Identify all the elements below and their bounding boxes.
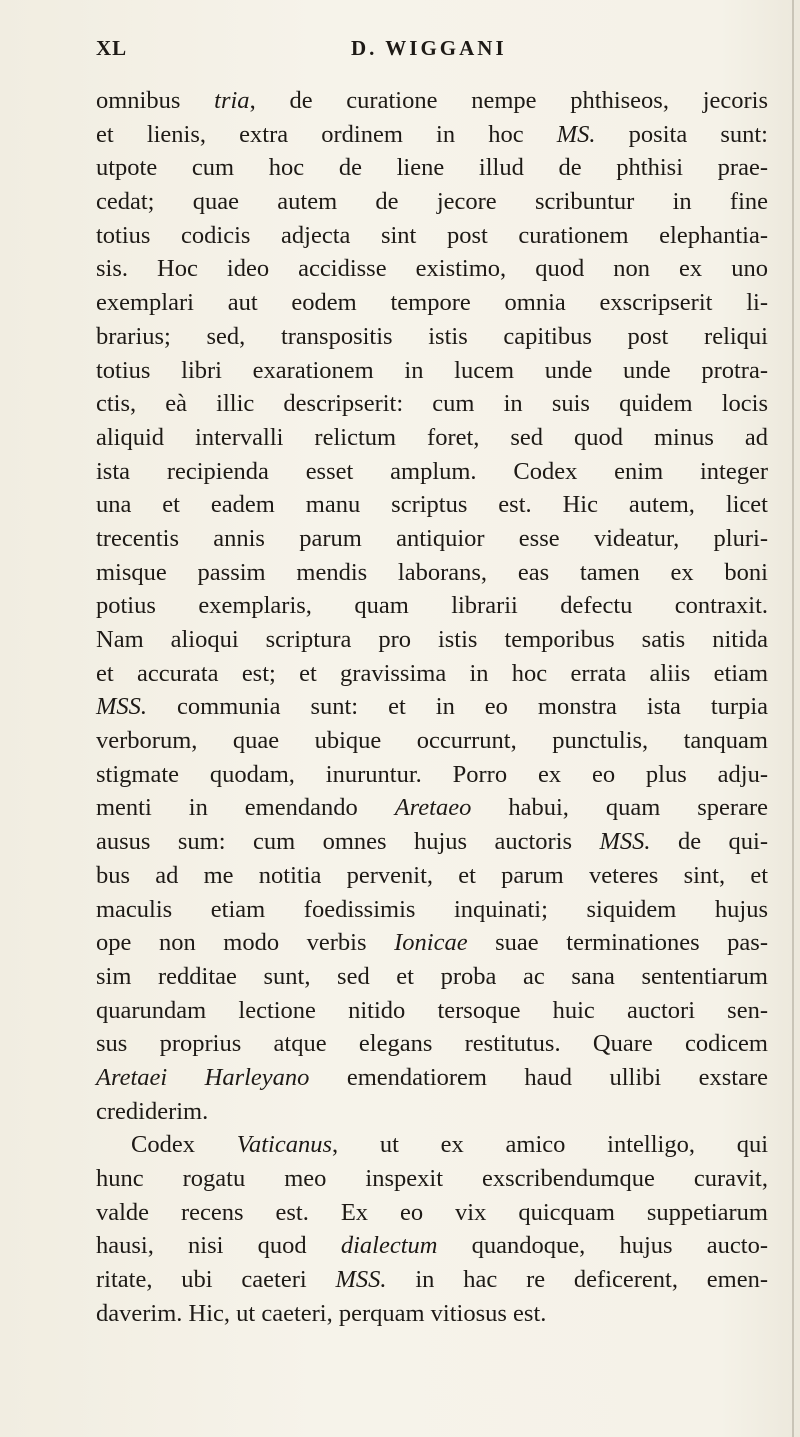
text-segment: stigmate quodam, inuruntur. Porro ex eo plus adju- xyxy=(96,760,768,788)
text-segment: ausus sum: cum omnes hujus auctoris xyxy=(96,828,600,856)
text-line xyxy=(96,151,768,185)
text-segment: emendatiorem haud ullibi exstare xyxy=(309,1063,768,1091)
text-segment: ista recipienda esset amplum. Codex enim integer xyxy=(96,457,768,485)
text-segment: potius exemplaris, quam librarii defectu contraxit. xyxy=(96,592,768,620)
text-segment: misque passim mendis laborans, eas tamen ex boni xyxy=(96,558,768,586)
text-segment: de qui- xyxy=(650,828,769,856)
text-segment: omnibus xyxy=(96,87,215,114)
text-line xyxy=(96,791,768,825)
text-line xyxy=(96,1162,768,1196)
text-line xyxy=(96,320,768,354)
text-line xyxy=(96,724,768,758)
text-segment: menti in emendando xyxy=(96,794,395,822)
text-segment: et lienis, extra ordinem in hoc xyxy=(96,120,557,148)
italic-text: Aretaei Harleyano xyxy=(96,1063,310,1091)
text-segment: et accurata est; et gravissima in hoc errata aliis etiam xyxy=(96,659,768,687)
text-line xyxy=(96,589,768,623)
text-line xyxy=(96,455,768,489)
text-line xyxy=(96,84,768,118)
page-header xyxy=(96,36,736,66)
text-line xyxy=(96,185,768,219)
text-line xyxy=(96,960,768,994)
text-line xyxy=(96,387,768,421)
text-line xyxy=(96,1027,768,1061)
page-number: XL xyxy=(96,36,128,60)
text-line xyxy=(96,1095,768,1129)
text-line xyxy=(96,556,768,590)
italic-text: tria xyxy=(214,87,250,114)
text-segment: hausi, nisi quod xyxy=(96,1232,341,1260)
text-segment: sus proprius atque elegans restitutus. Quare codicem xyxy=(96,1030,768,1058)
text-line xyxy=(96,994,768,1028)
text-line xyxy=(96,859,768,893)
text-line xyxy=(96,286,768,320)
text-segment: sim redditae sunt, sed et proba ac sana sententiarum xyxy=(96,962,768,990)
text-line xyxy=(96,488,768,522)
text-line xyxy=(96,1263,768,1297)
text-segment: Nam alioqui scriptura pro istis temporibus satis nitida xyxy=(96,626,768,653)
text-segment: bus ad me notitia pervenit, et parum veteres sint, et xyxy=(96,861,768,889)
text-segment: una et eadem manu scriptus est. Hic autem, licet xyxy=(96,491,768,519)
text-segment: crediderim. xyxy=(96,1097,209,1125)
page-edge xyxy=(792,0,794,1437)
text-segment: brarius; sed, transpositis istis capitibus post reliqui xyxy=(96,322,768,350)
text-line xyxy=(96,1128,768,1162)
body-text xyxy=(96,84,768,1330)
text-segment: posita sunt: xyxy=(595,120,768,148)
text-segment: verborum, quae ubique occurrunt, punctulis, tanquam xyxy=(96,727,768,755)
running-head: D. WIGGANI xyxy=(351,36,507,60)
text-line xyxy=(96,623,768,657)
italic-text: Ionicae xyxy=(394,929,468,957)
text-segment: sis. Hoc ideo accidisse existimo, quod non ex uno xyxy=(96,255,768,283)
text-line xyxy=(96,758,768,792)
text-line xyxy=(96,1229,768,1263)
italic-text: Aretaeo xyxy=(394,794,472,822)
text-segment: aliquid intervalli relictum foret, sed quod minus ad xyxy=(96,423,768,451)
italic-text: MS. xyxy=(556,120,596,148)
italic-text: Vaticanus xyxy=(236,1131,332,1159)
text-segment: trecentis annis parum antiquior esse videatur, pluri- xyxy=(96,524,768,552)
text-line xyxy=(96,825,768,859)
text-segment: ritate, ubi caeteri xyxy=(96,1266,336,1294)
text-line xyxy=(96,252,768,286)
text-line xyxy=(96,893,768,927)
text-segment: Codex xyxy=(131,1131,237,1159)
text-line xyxy=(96,657,768,691)
text-segment: , de curatione nempe phthiseos, jecoris xyxy=(249,87,768,114)
text-segment: exemplari aut eodem tempore omnia exscripserit li- xyxy=(96,289,768,317)
text-line xyxy=(96,522,768,556)
text-segment: maculis etiam foedissimis inquinati; siquidem hujus xyxy=(96,895,768,923)
italic-text: dialectum xyxy=(340,1232,438,1260)
text-line xyxy=(96,1196,768,1230)
text-segment: ctis, eà illic descripserit: cum in suis quidem locis xyxy=(96,390,768,418)
text-segment: totius codicis adjecta sint post curationem elephantia- xyxy=(96,221,768,249)
text-line xyxy=(96,219,768,253)
text-line xyxy=(96,1061,768,1095)
text-line xyxy=(96,926,768,960)
text-segment: daverim. Hic, ut caeteri, perquam vitiosus est. xyxy=(96,1299,547,1327)
text-segment: communia sunt: et in eo monstra ista turpia xyxy=(147,693,768,721)
text-line xyxy=(96,1297,768,1331)
text-line xyxy=(96,690,768,724)
text-line xyxy=(96,354,768,388)
text-segment: ope non modo verbis xyxy=(96,929,395,957)
text-segment: totius libri exarationem in lucem unde unde protra- xyxy=(96,356,768,384)
text-segment: suae terminationes pas- xyxy=(467,929,768,957)
italic-text: MSS. xyxy=(335,1266,387,1294)
italic-text: MSS. xyxy=(599,828,651,856)
text-segment: valde recens est. Ex eo vix quicquam suppetiarum xyxy=(96,1198,768,1226)
text-segment: in hac re deficerent, emen- xyxy=(386,1266,769,1294)
text-segment: habui, quam sperare xyxy=(471,794,768,822)
text-segment: hunc rogatu meo inspexit exscribendumque curavit, xyxy=(96,1165,768,1192)
text-segment: cedat; quae autem de jecore scribuntur in fine xyxy=(96,188,768,216)
text-segment: , ut ex amico intelligo, qui xyxy=(332,1131,768,1159)
text-segment: quandoque, hujus aucto- xyxy=(437,1232,768,1260)
text-line xyxy=(96,421,768,455)
italic-text: MSS. xyxy=(96,693,148,721)
text-line xyxy=(96,118,768,152)
text-segment: quarundam lectione nitido tersoque huic auctori sen- xyxy=(96,996,768,1024)
text-segment: utpote cum hoc de liene illud de phthisi prae- xyxy=(96,154,768,182)
